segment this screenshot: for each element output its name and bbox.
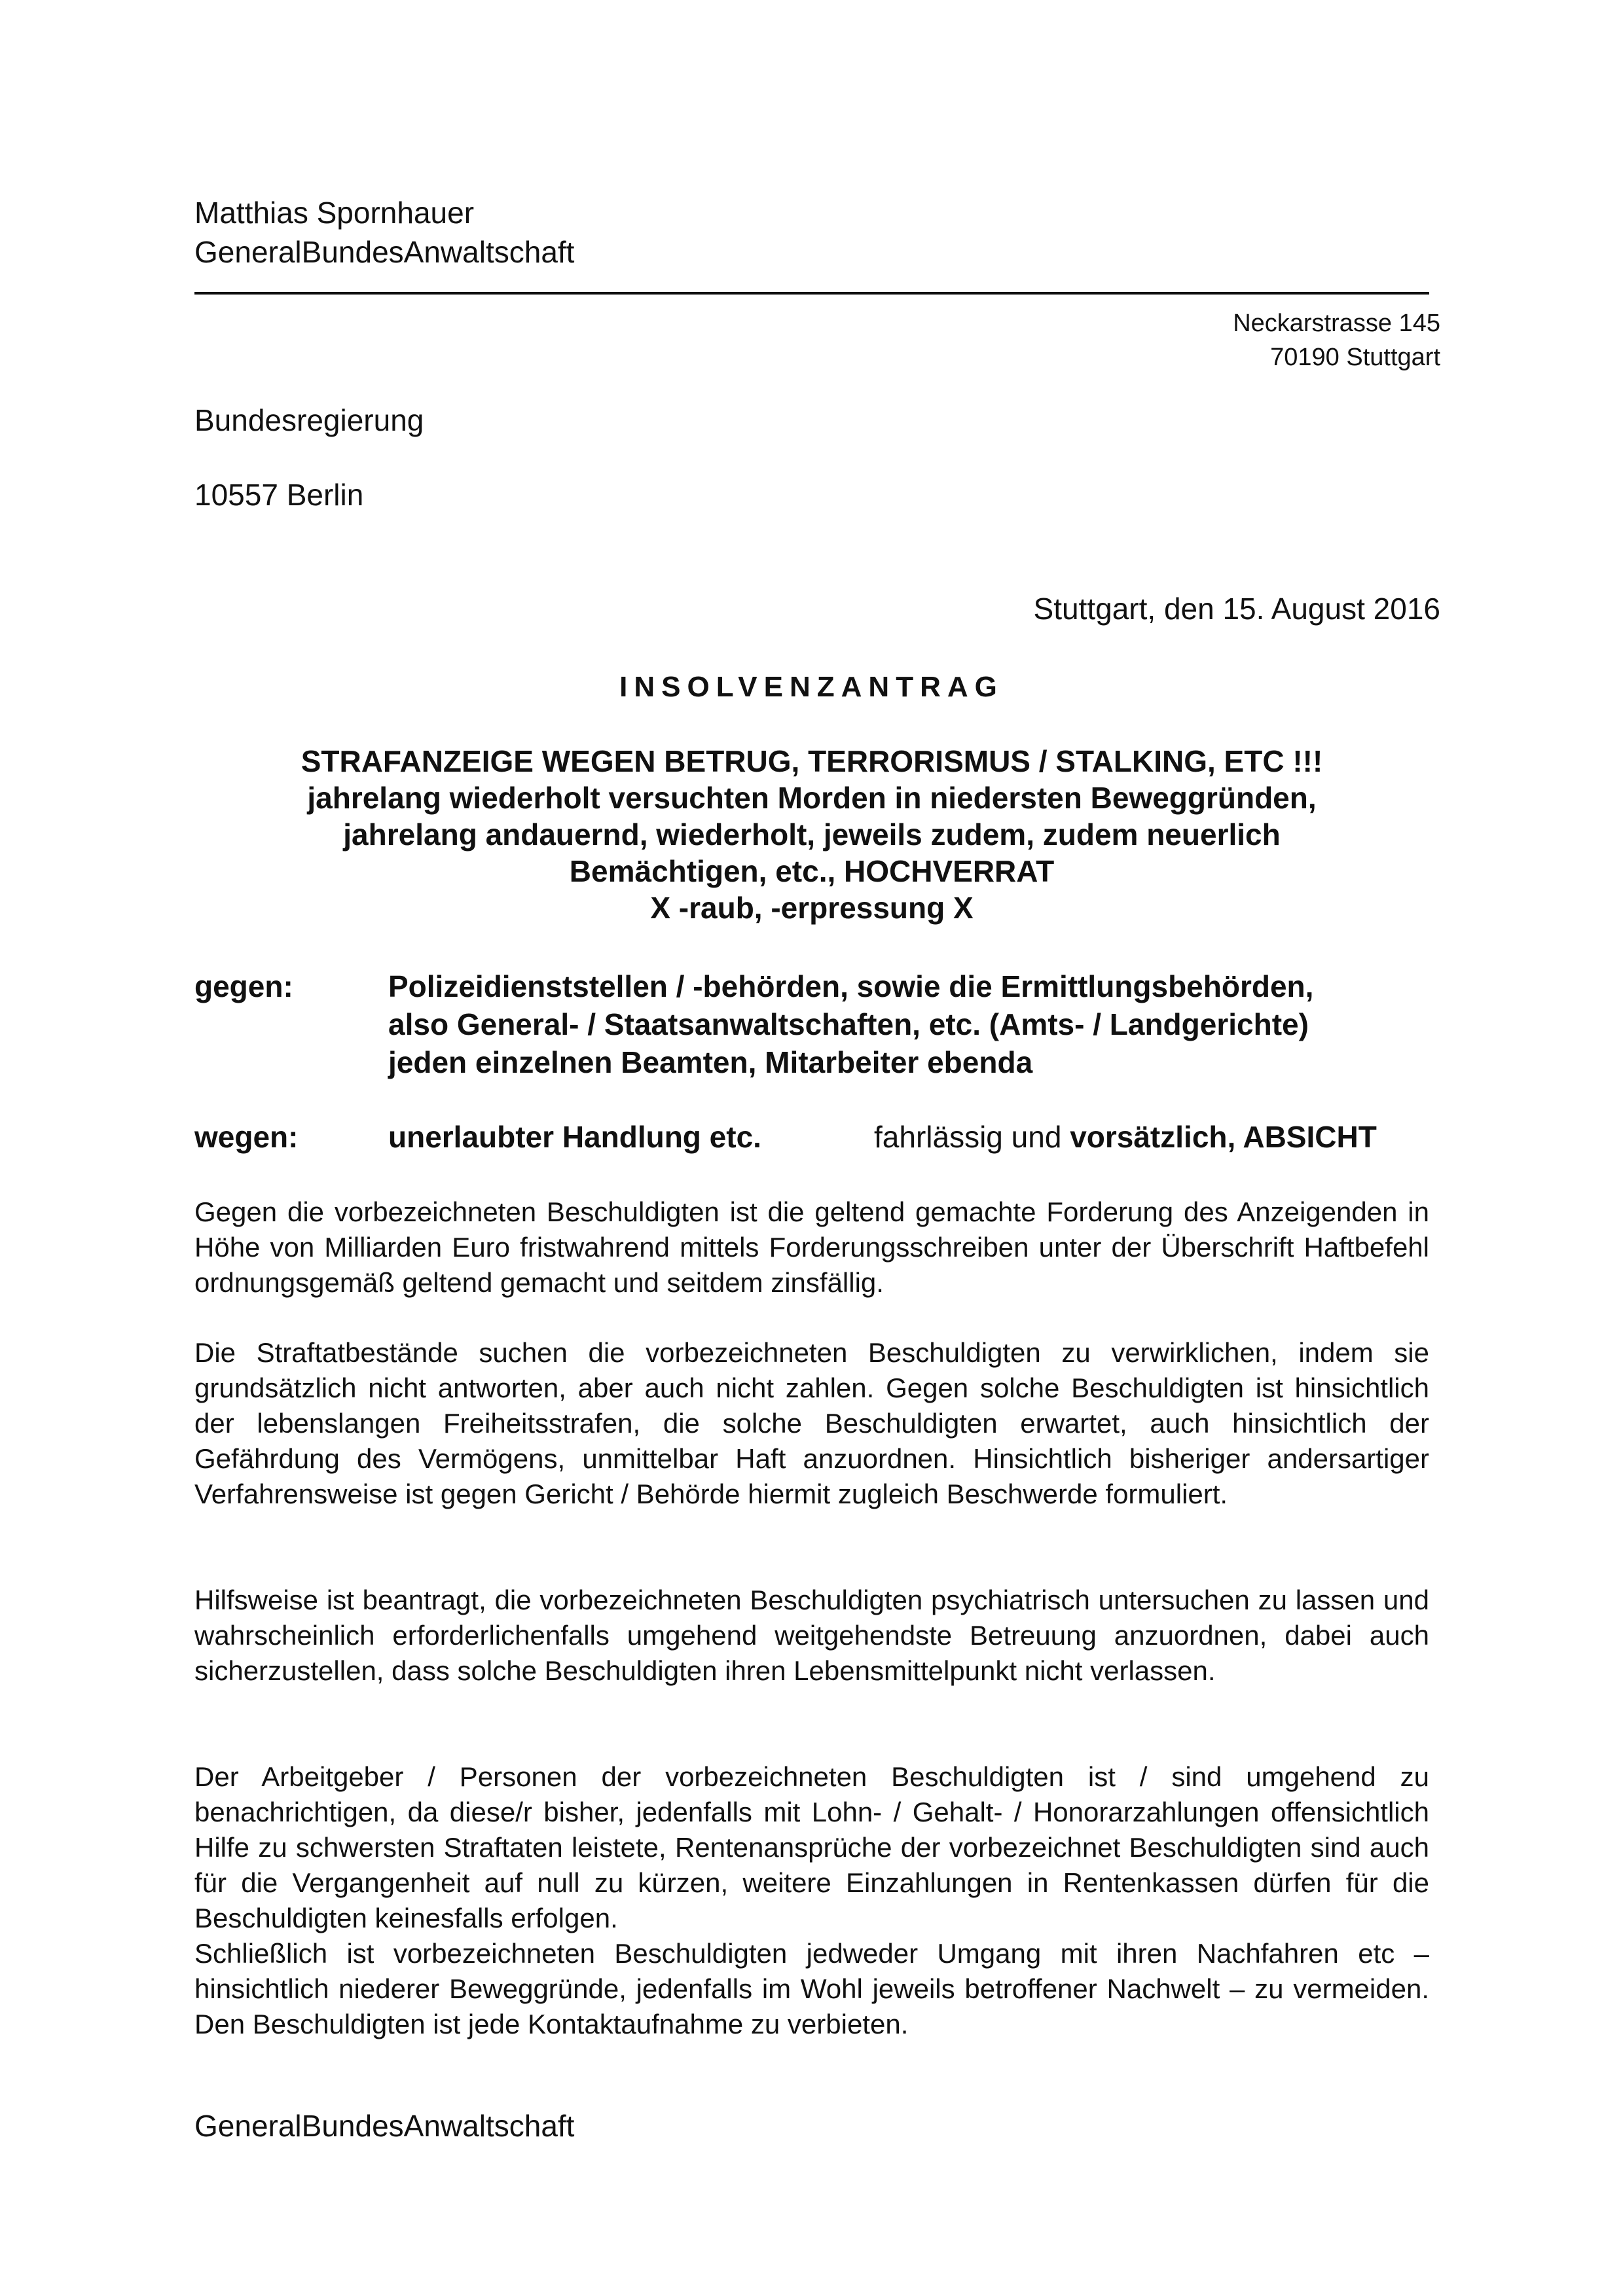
sender-name: Matthias Spornhauer — [194, 196, 475, 230]
wegen-label: wegen: — [194, 1120, 299, 1154]
recipient-name: Bundesregierung — [194, 403, 424, 437]
gegen-text — [388, 967, 1449, 1081]
gegen-line: also General- / Staatsanwaltschaften, etc. (Amts- / Landgerichte) — [388, 1007, 1309, 1041]
subject-line: Bemächtigen, etc., HOCHVERRAT — [569, 854, 1055, 888]
date-line: Stuttgart, den 15. August 2016 — [1033, 592, 1440, 626]
body-paragraph: Hilfsweise ist beantragt, die vorbezeichneten Beschuldigten psychiatrisch untersuchen zu lassen und wahrscheinlich erforderlichenfalls umgehend weitgehendste Betreuung anzuordnen, dabei auch sicherzustellen, dass solche Beschuldigten ihren Lebensmittelpunkt nicht verlassen. — [194, 1585, 1429, 1686]
document-title: INSOLVENZANTRAG — [619, 671, 1004, 703]
body-paragraph: Die Straftatbestände suchen die vorbezeichneten Beschuldigten zu verwirklichen, indem sie grundsätzlich nicht antworten, aber auch nicht zahlen. Gegen solche Beschuldigten ist hinsichtlich der lebenslangen Freiheitsstrafen, die solche Beschuldigten erwartet, auch hinsichtlich der Gefährdung des Vermögens, unmittelbar Haft anzuordnen. Hinsichtlich bisheriger andersartiger Verfahrensweise ist gegen Gericht / Behörde hiermit zugleich Beschwerde formuliert. — [194, 1337, 1429, 1509]
sender-organization: GeneralBundesAnwaltschaft — [194, 235, 575, 269]
gegen-line: Polizeidienststellen / -behörden, sowie die Ermittlungsbehörden, — [388, 969, 1314, 1003]
body-paragraph: Gegen die vorbezeichneten Beschuldigten ist die geltend gemachte Forderung des Anzeigenden in Höhe von Milliarden Euro fristwahrend mittels Forderungsschreiben unter der Überschrift Haftbefehl ordnungsgemäß geltend gemacht und seitdem zinsfällig. — [194, 1196, 1429, 1298]
subject-line: jahrelang wiederholt versuchten Morden in niedersten Beweggründen, — [307, 781, 1317, 815]
sender-street: Neckarstrasse 145 — [1233, 310, 1440, 337]
subject-line: X -raub, -erpressung X — [650, 891, 974, 925]
wegen-mode — [874, 1118, 1377, 1156]
body-paragraph: Schließlich ist vorbezeichneten Beschuldigten jedweder Umgang mit ihren Nachfahren etc – hinsichtlich niederer Beweggründe, jedenfalls im Wohl jeweils betroffener Nachwelt – zu vermeiden. Den Beschuldigten ist jede Kontaktaufnahme zu verbieten. — [194, 1938, 1429, 2039]
wegen-mode-bold: vorsätzlich, ABSICHT — [1070, 1120, 1377, 1154]
wegen-reason: unerlaubter Handlung etc. — [388, 1120, 761, 1154]
body-paragraph-group — [194, 1759, 1429, 2042]
subject-line: STRAFANZEIGE WEGEN BETRUG, TERRORISMUS / STALKING, ETC !!! — [301, 744, 1323, 778]
recipient-city: 10557 Berlin — [194, 478, 364, 512]
sender-block — [194, 193, 574, 272]
signature: GeneralBundesAnwaltschaft — [194, 2109, 575, 2143]
wegen-mode-plain: fahrlässig und — [874, 1120, 1070, 1154]
subject-line: jahrelang andauernd, wiederholt, jeweils zudem, zudem neuerlich — [343, 817, 1281, 852]
sender-address — [982, 306, 1440, 374]
subject-block — [164, 743, 1460, 926]
gegen-line: jeden einzelnen Beamten, Mitarbeiter ebenda — [388, 1045, 1033, 1079]
header-divider — [194, 292, 1429, 295]
sender-city: 70190 Stuttgart — [1270, 344, 1440, 371]
gegen-label: gegen: — [194, 969, 293, 1003]
body-paragraph: Der Arbeitgeber / Personen der vorbezeichneten Beschuldigten ist / sind umgehend zu benachrichtigen, da diese/r bisher, jedenfalls mit Lohn- / Gehalt- / Honorarzahlungen offensichtlich Hilfe zu schwersten Straftaten leistete, Rentenansprüche der vorbezeichnet Beschuldigten sind auch für die Vergangenheit auf null zu kürzen, weitere Einzahlungen in Rentenkassen dürfen für die Beschuldigten keinesfalls erfolgen. — [194, 1761, 1429, 1933]
